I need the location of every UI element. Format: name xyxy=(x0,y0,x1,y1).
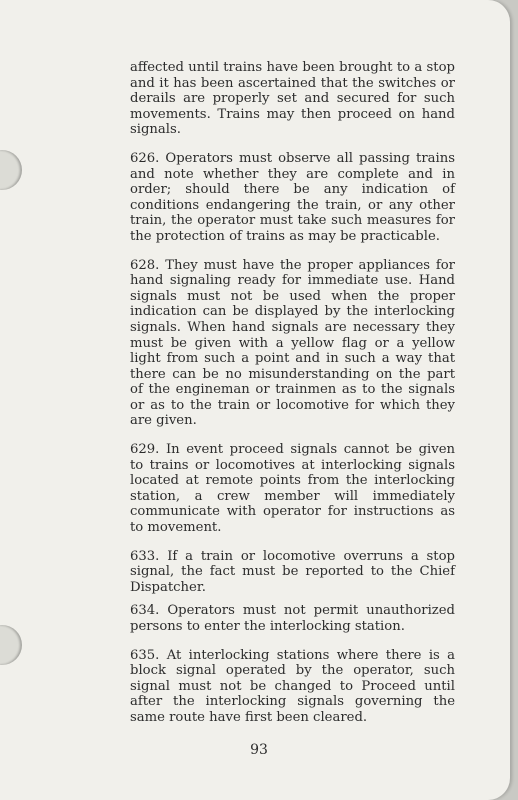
paragraph-633: 633. If a train or locomotive overruns a stop signal, the fact must be reported to the Chief Dispatcher. xyxy=(130,548,455,595)
paragraph-634: 634. Operators must not permit unauthorized persons to enter the interlocking station. xyxy=(130,603,455,634)
page-number: 93 xyxy=(250,742,268,758)
paragraph-629: 629. In event proceed signals cannot be given to trains or locomotives at interlocking signals located at remote points from the interlocking station, a crew member will immediately communicate with operator for instructions as to movement. xyxy=(130,442,455,536)
paragraph-626: 626. Operators must observe all passing trains and note whether they are complete and in order; should there be any indication of conditions endangering the train, or any other train, the operator must take such measures for the protection of trains as may be practicable. xyxy=(130,150,455,244)
paragraph-628: 628. They must have the proper appliances for hand signaling ready for immediate use. Hand signals must not be used when the proper indication can be displayed by the interlocking signals. When hand signals are necessary they must be given with a yellow flag or a yellow light from such a point and in such a way that there can be no misunderstanding on the part of the engineman or trainmen as to the signals or as to the train or locomotive for which they are given. xyxy=(130,257,455,429)
paragraph-continuation: affected until trains have been brought to a stop and it has been ascertained that the switches or derails are properly set and secured for such movements. Trains may then proceed on hand signals. xyxy=(130,60,455,138)
paragraph-635: 635. At interlocking stations where there is a block signal operated by the operator, such signal must not be changed to Proceed until after the interlocking signals governing the same route have first been cleared. xyxy=(130,647,455,725)
binder-hole-top xyxy=(0,150,22,190)
text-column xyxy=(130,60,455,739)
binder-hole-bottom xyxy=(0,625,22,665)
